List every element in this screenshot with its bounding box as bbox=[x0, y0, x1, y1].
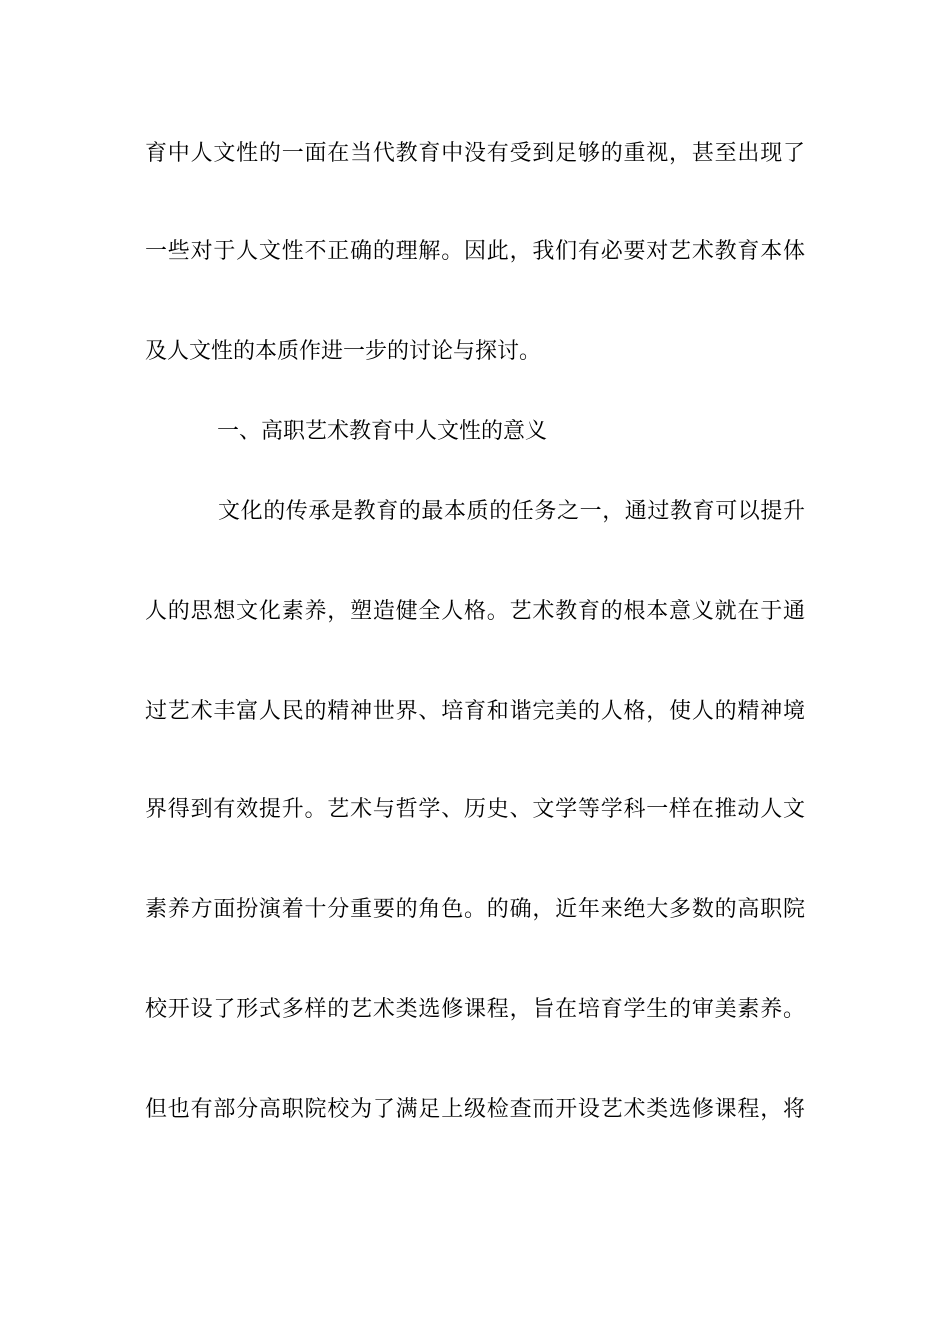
paragraph-line-6: 过艺术丰富人民的精神世界、培育和谐完美的人格，使人的精神境 bbox=[145, 699, 805, 724]
paragraph-line-5: 人的思想文化素养，塑造健全人格。艺术教育的根本意义就在于通 bbox=[145, 599, 805, 624]
section-heading: 一、高职艺术教育中人文性的意义 bbox=[217, 419, 548, 444]
paragraph-line-3: 及人文性的本质作进一步的讨论与探讨。 bbox=[145, 339, 542, 364]
paragraph-line-4: 文化的传承是教育的最本质的任务之一，通过教育可以提升 bbox=[218, 499, 805, 524]
paragraph-line-8: 素养方面扮演着十分重要的角色。的确，近年来绝大多数的高职院 bbox=[145, 897, 805, 922]
paragraph-line-7: 界得到有效提升。艺术与哲学、历史、文学等学科一样在推动人文 bbox=[145, 797, 805, 822]
paragraph-line-10: 但也有部分高职院校为了满足上级检查而开设艺术类选修课程，将 bbox=[145, 1097, 805, 1122]
paragraph-line-2: 一些对于人文性不正确的理解。因此，我们有必要对艺术教育本体 bbox=[145, 239, 805, 264]
paragraph-line-1: 育中人文性的一面在当代教育中没有受到足够的重视，甚至出现了 bbox=[145, 141, 805, 166]
paragraph-line-9: 校开设了形式多样的艺术类选修课程，旨在培育学生的审美素养。 bbox=[145, 997, 805, 1022]
